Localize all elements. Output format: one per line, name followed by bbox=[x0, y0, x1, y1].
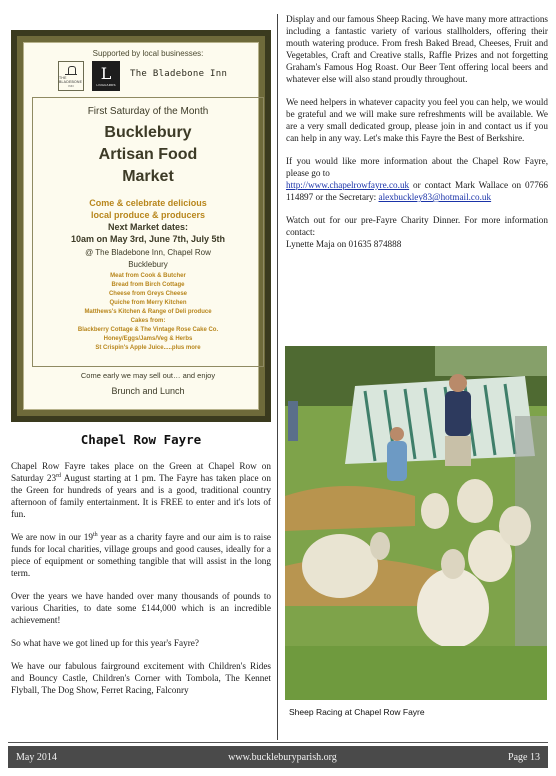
advert-village: Bucklebury bbox=[128, 260, 168, 269]
article-paragraph bbox=[11, 531, 271, 579]
advert-dates: 10am on May 3rd, June 7th, July 5th bbox=[70, 234, 226, 244]
linguards-logo-sub: LINGUARDS bbox=[96, 82, 116, 87]
advert-venue: @ The Bladebone Inn, Chapel Row bbox=[85, 248, 211, 257]
footer-rule bbox=[8, 742, 548, 743]
article-paragraph: We have our fabulous fairground excitement with Children's Rides and Bouncy Castle, Children's Corner with Tombola, The Kennet Flyball, The Dog Show, Ferret Racing, Falconry bbox=[11, 661, 271, 695]
paragraph-text: We are now in our 19 bbox=[11, 532, 93, 542]
page-footer bbox=[8, 746, 548, 768]
advert-stall-item: St Crispin's Apple Juice.....plus more bbox=[95, 345, 201, 351]
secretary-email-link[interactable]: alexbuckley83@hotmail.co.uk bbox=[378, 192, 492, 202]
ordinal-suffix: rd bbox=[56, 472, 62, 479]
photo-sheep bbox=[421, 493, 449, 529]
advert-stall-list bbox=[33, 272, 263, 353]
sponsors-label: Supported by local businesses: bbox=[92, 49, 204, 58]
footer-website: www.buckleburyparish.org bbox=[228, 751, 337, 763]
advert-title-line: Market bbox=[122, 168, 174, 185]
advert-footer-brunch: Brunch and Lunch bbox=[111, 386, 185, 396]
fayre-website-link[interactable]: http://www.chapelrowfayre.co.uk bbox=[286, 180, 410, 190]
photo-runner-body bbox=[445, 391, 471, 436]
article-paragraph bbox=[11, 460, 271, 520]
contact-line: Lynette Maja on 01635 874888 bbox=[286, 239, 402, 249]
photo-sheep bbox=[417, 568, 489, 648]
bladebone-logo bbox=[58, 61, 84, 91]
photo-sheep bbox=[457, 479, 493, 523]
bladebone-logo-sub: INN bbox=[68, 83, 74, 88]
advert-celebrate-line: local produce & producers bbox=[90, 210, 206, 220]
advert-first-saturday: First Saturday of the Month bbox=[87, 106, 209, 117]
photo-sheep bbox=[499, 506, 531, 546]
article-paragraph: We need helpers in whatever capacity you feel you can help, we would be grateful and we will make sure refreshments will be available. We are a very small dedicated group, please join in and contact us if you can help in any way. Let's make this Fayre the Best of Berkshire. bbox=[286, 97, 548, 143]
bladebone-logo-text: THE BLADEBONE bbox=[59, 75, 83, 84]
advert-stall-item: Cakes from: bbox=[130, 318, 166, 324]
paragraph-text: or contact Mark Wallace on 07766 114897 or the Secretary: bbox=[286, 180, 548, 202]
photo-straw bbox=[285, 486, 415, 531]
advert-stall-item: Matthews's Kitchen & Range of Deli produce bbox=[84, 309, 212, 315]
advert-footer bbox=[32, 371, 264, 398]
bladebone-emblem-icon bbox=[65, 65, 77, 75]
article-paragraph: Over the years we have handed over many thousands of pounds to various Charities, to date some £144,000 which is an incredible achievement! bbox=[11, 591, 271, 625]
photo-sheep-head bbox=[441, 549, 465, 579]
paragraph-text: Watch out for our pre-Fayre Charity Dinner. For more information contact: bbox=[286, 215, 548, 237]
advert-celebrate-line: Come & celebrate delicious bbox=[89, 198, 207, 208]
photo-runner-head bbox=[449, 374, 467, 392]
advert-mat bbox=[17, 36, 265, 416]
advert-next-dates-heading: Next Market dates: bbox=[107, 222, 189, 232]
photo-foreground-grass bbox=[285, 646, 547, 700]
sponsors-strip bbox=[32, 49, 264, 95]
advert-title-line: Artisan Food bbox=[98, 146, 198, 163]
bladebone-inn-wordmark: The Bladebone Inn bbox=[130, 69, 228, 79]
advert-card bbox=[23, 42, 259, 410]
linguards-logo bbox=[92, 61, 120, 91]
advert-stall-item: Bread from Birch Cottage bbox=[111, 282, 185, 288]
photo-sky-patch bbox=[435, 346, 547, 376]
article-paragraph bbox=[286, 155, 548, 203]
advert-body bbox=[32, 97, 264, 367]
advert-title-line: Bucklebury bbox=[104, 124, 192, 141]
artisan-market-advert bbox=[11, 30, 271, 422]
column-divider bbox=[277, 14, 278, 740]
article-paragraph: Display and our famous Sheep Racing. We have many more attractions including a fantastic variety of various stallholders, offering their mouth watering produce. From fresh Baked Bread, Cheeses, Fruit and Vegetables, Craft and Creative stalls, Raffle Prizes and not forgetting Graham's Famous Hog Roast. Our Beer Tent offering local beers and whatever else will also stand proudly throughout. bbox=[286, 14, 548, 84]
photo-sheep-head bbox=[370, 532, 390, 560]
advert-stall-item: Blackberry Cottage & The Vintage Rose Cake Co. bbox=[77, 327, 219, 333]
article-paragraph bbox=[286, 214, 548, 250]
photo-sheep bbox=[302, 534, 378, 598]
sheep-racing-photo bbox=[285, 346, 547, 700]
advert-title bbox=[33, 122, 263, 188]
photo-bystander bbox=[288, 401, 298, 441]
article-right-column bbox=[286, 13, 548, 261]
article-left-column bbox=[11, 460, 271, 707]
photo-runner-legs bbox=[445, 436, 471, 466]
advert-stall-item: Meat from Cook & Butcher bbox=[110, 273, 186, 279]
footer-page-number: Page 13 bbox=[508, 751, 540, 763]
sheep-racing-illustration bbox=[285, 346, 547, 700]
paragraph-text: August starting at 1 pm. The Fayre has taken place on the Green for hundreds of years and is a good, traditional country afternoon of family entertainment. It is FREE to enter and it's lots of fun. bbox=[11, 473, 271, 519]
advert-footer-line: Come early we may sell out… and enjoy bbox=[80, 371, 216, 380]
photo-spectator bbox=[387, 441, 407, 481]
paragraph-text: If you would like more information about the Chapel Row Fayre, please go to bbox=[286, 156, 548, 178]
footer-date: May 2014 bbox=[16, 751, 57, 763]
advert-stall-item: Quiche from Merry Kitchen bbox=[109, 300, 187, 306]
article-heading: Chapel Row Fayre bbox=[80, 432, 202, 447]
photo-caption: Sheep Racing at Chapel Row Fayre bbox=[289, 707, 425, 717]
advert-stall-item: Cheese from Greys Cheese bbox=[108, 291, 188, 297]
paragraph-text: year as a charity fayre and our aim is to raise funds for local charities, village groups and good causes, ideally for a piece of equipment or something tangible that will assist in the long term. bbox=[11, 532, 271, 578]
advert-stall-item: Honey/Eggs/Jams/Veg & Herbs bbox=[103, 336, 193, 342]
ordinal-suffix: th bbox=[92, 531, 98, 538]
linguards-logo-letter: L bbox=[100, 63, 112, 83]
photo-spectator-head bbox=[390, 427, 404, 441]
paragraph-text: Chapel Row Fayre takes place on the Green at Chapel Row on Saturday 23 bbox=[11, 461, 271, 483]
article-paragraph: So what have we got lined up for this year's Fayre? bbox=[11, 638, 199, 648]
